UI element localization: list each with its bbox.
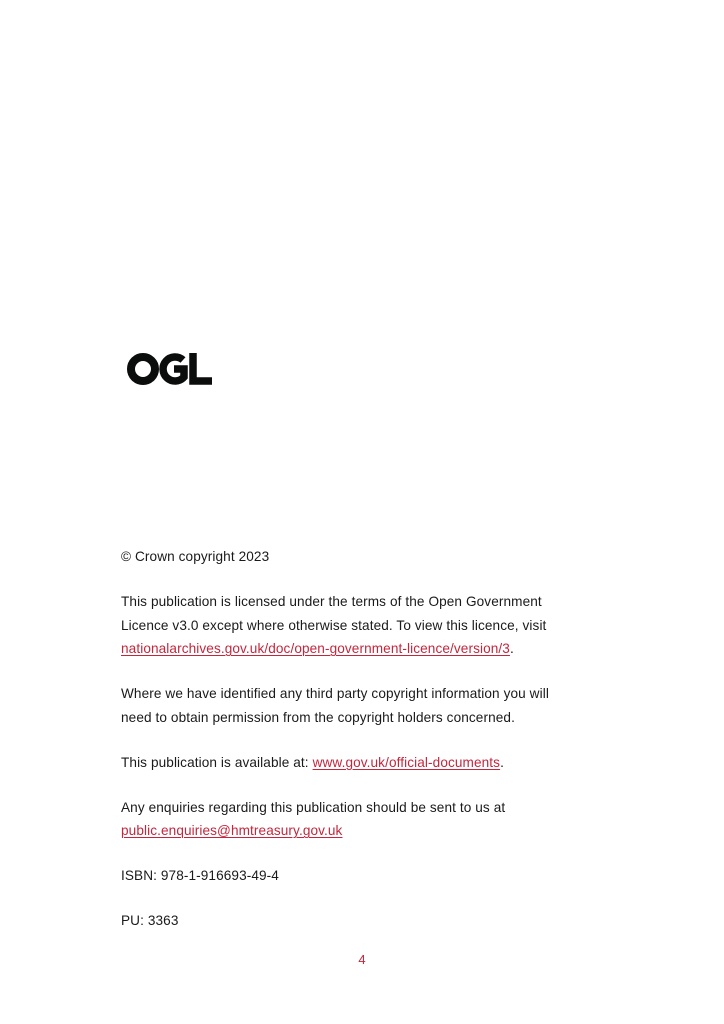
pu-number: PU: 3363 xyxy=(121,913,179,928)
availability-period: . xyxy=(500,754,504,770)
third-party-paragraph xyxy=(121,682,621,729)
licence-line-2: Licence v3.0 except where otherwise stated. To view this licence, visit xyxy=(121,617,547,633)
document-body xyxy=(121,545,621,933)
enquiries-paragraph xyxy=(121,796,621,843)
licence-line-1: This publication is licensed under the terms of the Open Government xyxy=(121,594,542,609)
copyright-notice: © Crown copyright 2023 xyxy=(121,549,270,564)
page-number: 4 xyxy=(358,952,366,967)
official-documents-link[interactable]: www.gov.uk/official-documents xyxy=(312,754,501,770)
third-party-line-1: Where we have identified any third party copyright information you will xyxy=(121,686,549,701)
licence-period: . xyxy=(509,641,514,656)
ogl-logo-icon xyxy=(127,351,213,387)
availability-paragraph xyxy=(121,751,621,775)
isbn: ISBN: 978-1-916693-49-4 xyxy=(121,868,279,883)
third-party-line-2: need to obtain permission from the copyright holders concerned. xyxy=(121,709,515,725)
enquiries-line-1: Any enquiries regarding this publication should be sent to us at xyxy=(121,799,506,815)
licence-paragraph xyxy=(121,590,621,661)
availability-prefix: This publication is available at: xyxy=(121,754,313,770)
enquiries-email-link[interactable]: public.enquiries@hmtreasury.gov.uk xyxy=(121,823,343,838)
licence-link[interactable]: nationalarchives.gov.uk/doc/open-government-licence/version/3 xyxy=(121,641,510,656)
